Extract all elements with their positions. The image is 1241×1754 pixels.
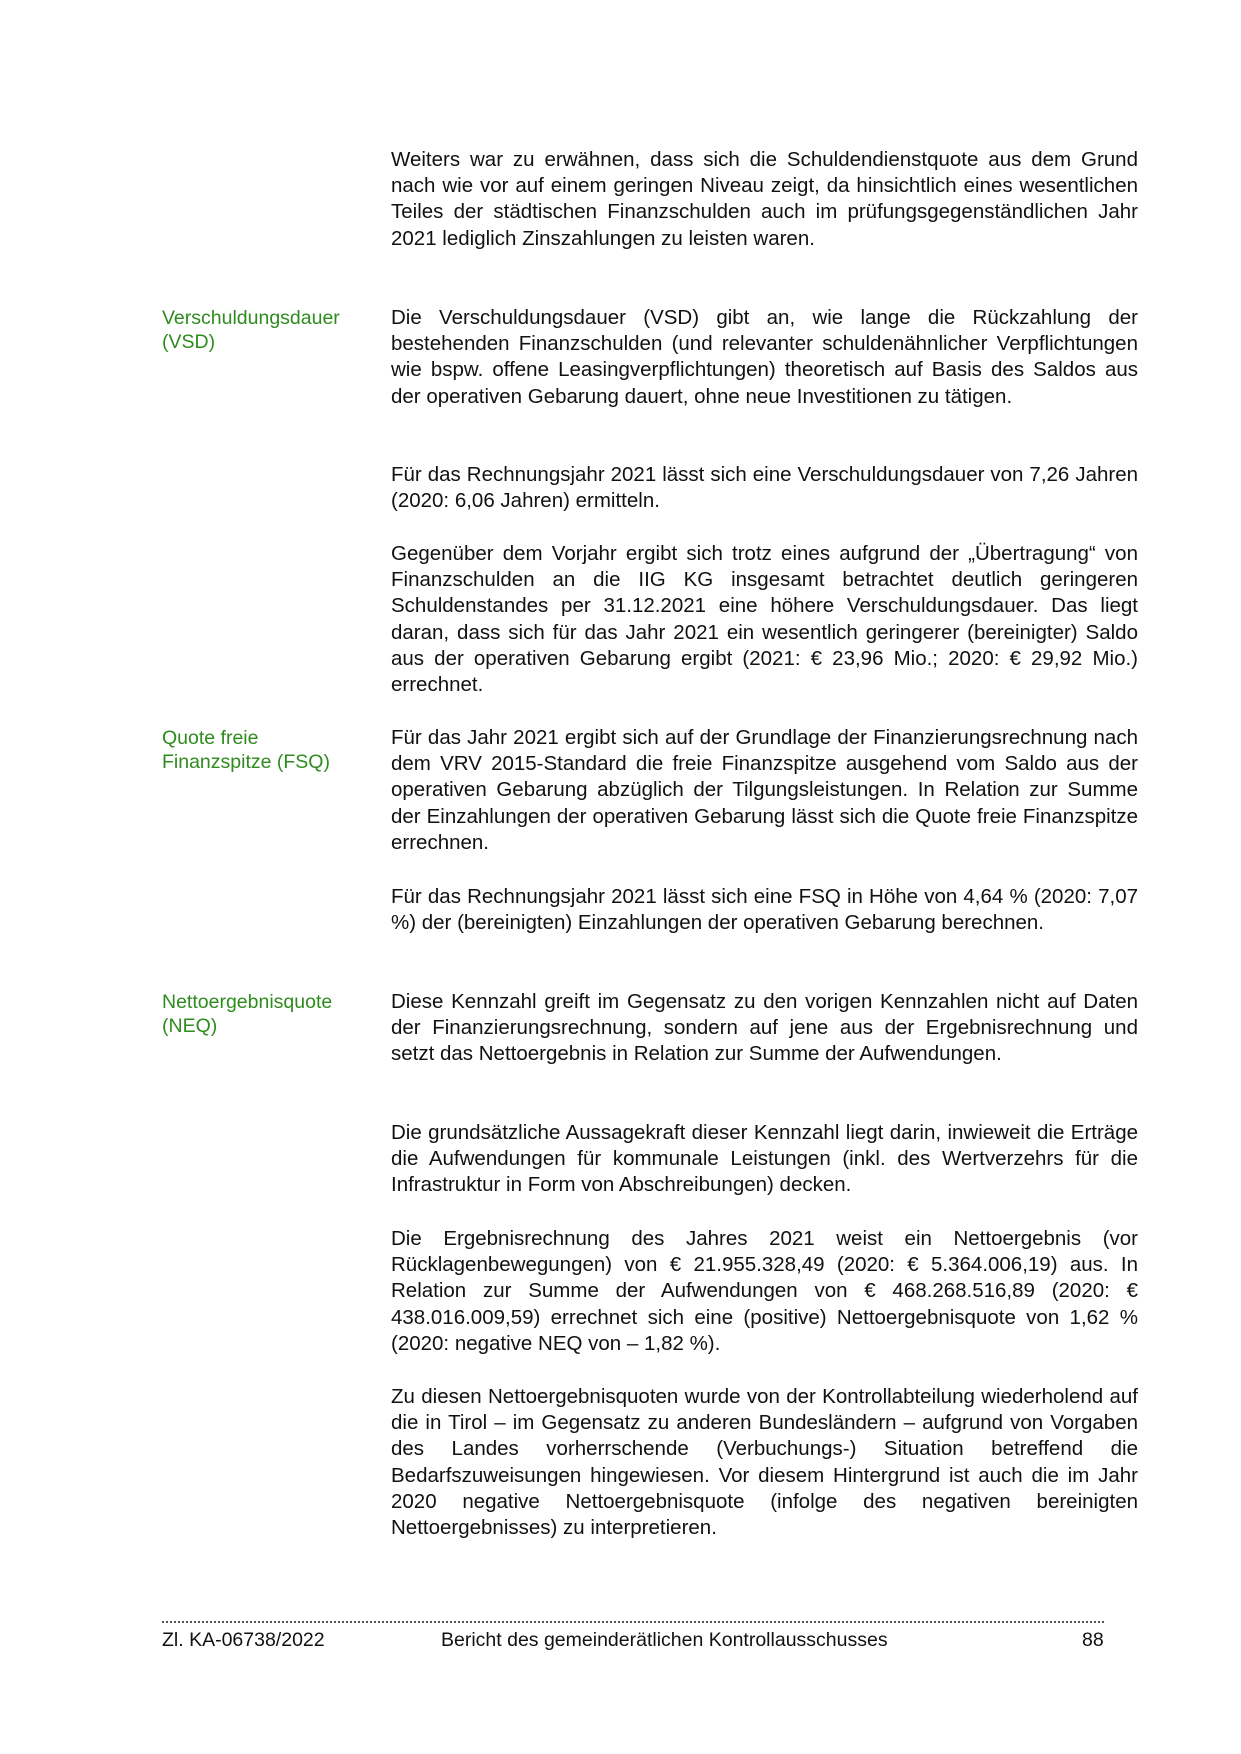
paragraph-text: Die Ergebnisrechnung des Jahres 2021 weist ein Nettoergebnis (vor Rücklagenbewegungen) von € 21.955.328,49 (2020: € 5.364.006,19) aus. In Relation zur Summe der Aufwendungen von € 468.268.516,89 (2020: € 438.016.009,59) errechnet sich eine (positive) Nettoergebnisquote von 1,62 % (2020: negative NEQ von – 1,82 %). [391, 1227, 1138, 1355]
footer-page-number: 88 [1082, 1629, 1104, 1651]
paragraph-text: Für das Rechnungsjahr 2021 lässt sich eine Verschuldungsdauer von 7,26 Jahren (2020: 6,06 Jahren) ermitteln. [391, 463, 1138, 513]
footer-divider [162, 1621, 1104, 1623]
paragraph-text: Gegenüber dem Vorjahr ergibt sich trotz eines aufgrund der „Übertragung“ von Finanzschulden an die IIG KG insgesamt betrachtet deutlich geringeren Schuldenstandes per 31.12.2021 eine höhere Verschuldungsdauer. Das liegt daran, dass sich für das Jahr 2021 ein wesentlich geringerer (bereinigter) Saldo aus der operativen Gebarung ergibt (2021: € 23,96 Mio.; 2020: € 29,92 Mio.) errechnet. [391, 542, 1138, 697]
paragraph-text: Die grundsätzliche Aussagekraft dieser Kennzahl liegt darin, inwieweit die Erträge die Aufwendungen für kommunale Leistungen (inkl. des Wertverzehrs für die Infrastruktur in Form von Abschreibungen) decken. [391, 1121, 1138, 1197]
side-heading-fsq: Quote freie Finanzspitze (FSQ) [162, 727, 330, 773]
paragraph-text: Für das Rechnungsjahr 2021 lässt sich eine FSQ in Höhe von 4,64 % (2020: 7,07 %) der (bereinigten) Einzahlungen der operativen Gebarung berechnen. [391, 885, 1138, 935]
footer-reference: Zl. KA-06738/2022 [162, 1629, 325, 1651]
footer-title: Bericht des gemeinderätlichen Kontrollausschusses [441, 1629, 888, 1651]
paragraph-text: Für das Jahr 2021 ergibt sich auf der Grundlage der Finanzierungsrechnung nach dem VRV 2015-Standard die freie Finanzspitze ausgehend vom Saldo aus der operativen Gebarung abzüglich der Tilgungsleistungen. In Relation zur Summe der Einzahlungen der operativen Gebarung lässt sich die Quote freie Finanzspitze errechnen. [391, 726, 1138, 854]
paragraph-text: Zu diesen Nettoergebnisquoten wurde von der Kontrollabteilung wiederholend auf die in Tirol – im Gegensatz zu anderen Bundesländern – aufgrund von Vorgaben des Landes vorherrschende (Verbuchungs-) Situation betreffend die Bedarfszuweisungen hingewiesen. Vor diesem Hintergrund ist auch die im Jahr 2020 negative Nettoergebnisquote (infolge des negativen bereinigten Nettoergebnisses) zu interpretieren. [391, 1385, 1138, 1540]
paragraph-text: Die Verschuldungsdauer (VSD) gibt an, wie lange die Rückzahlung der bestehenden Finanzschulden (und relevanter schuldenähnlicher Verpflichtungen wie bspw. offene Leasingverpflichtungen) theoretisch auf Basis des Saldos aus der operativen Gebarung dauert, ohne neue Investitionen zu tätigen. [391, 306, 1138, 408]
side-heading-neq: Nettoergebnisquote (NEQ) [162, 991, 333, 1037]
side-heading-vsd: Verschuldungsdauer (VSD) [162, 307, 340, 353]
paragraph-text: Weiters war zu erwähnen, dass sich die Schuldendienstquote aus dem Grund nach wie vor auf einem geringen Niveau zeigt, da hinsichtlich eines wesentlichen Teiles der städtischen Finanzschulden auch im prüfungsgegenständlichen Jahr 2021 lediglich Zinszahlungen zu leisten waren. [391, 148, 1138, 250]
paragraph-text: Diese Kennzahl greift im Gegensatz zu den vorigen Kennzahlen nicht auf Daten der Finanzierungsrechnung, sondern auf jene aus der Ergebnisrechnung und setzt das Nettoergebnis in Relation zur Summe der Aufwendungen. [391, 990, 1138, 1066]
